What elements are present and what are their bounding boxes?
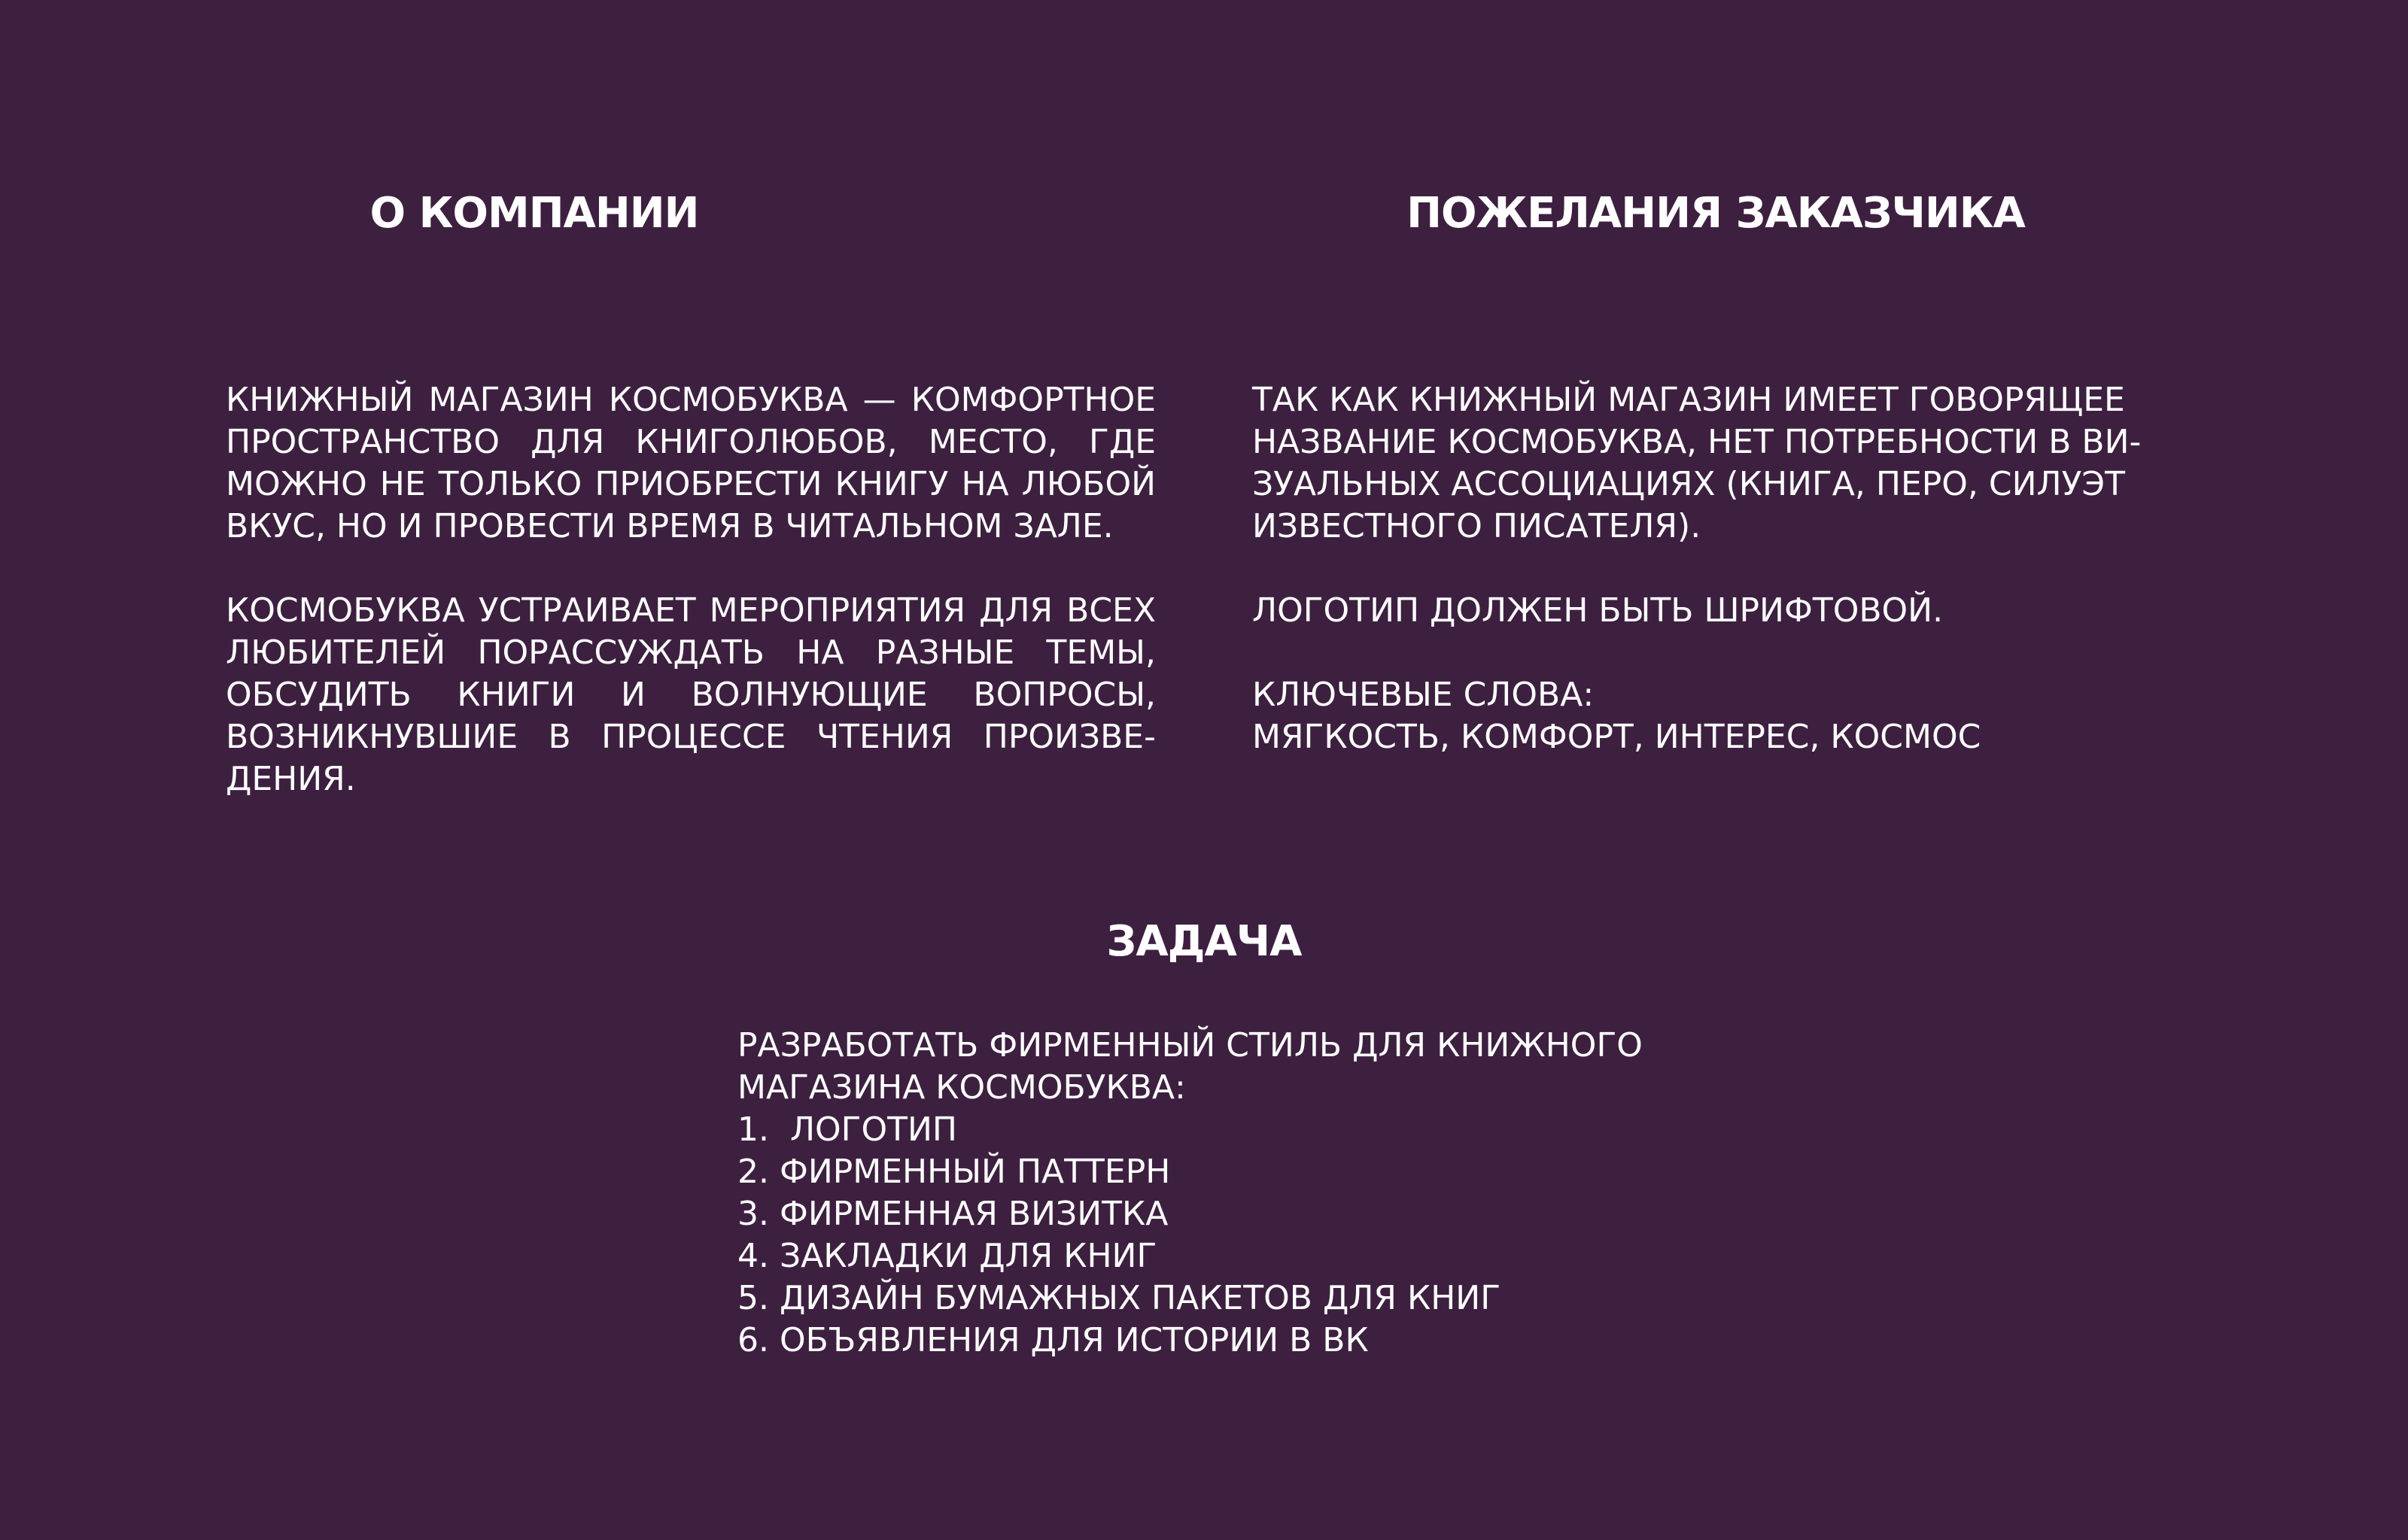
task-list-item: 6. ОБЪЯВЛЕНИЯ ДЛЯ ИСТОРИИ В ВК bbox=[737, 1321, 1369, 1359]
client-paragraph-2: ЛОГОТИП ДОЛЖЕН БЫТЬ ШРИФТОВОЙ. bbox=[1252, 591, 1944, 630]
task-heading: ЗАДАЧА bbox=[1106, 917, 1302, 966]
task-text bbox=[737, 1025, 1716, 1362]
about-paragraph-2: КОСМОБУКВА УСТРАИВАЕТ МЕРОПРИЯТИЯ ДЛЯ ВСЕХ ЛЮБИТЕЛЕЙ ПОРАССУЖДАТЬ НА РАЗНЫЕ ТЕМЫ, ОБСУДИТЬ КНИГИ И ВОЛНУЮЩИЕ ВОПРОСЫ, ВОЗНИКНУВШИЕ В ПРОЦЕССЕ ЧТЕНИЯ ПРОИЗВЕДЕНИЯ. bbox=[226, 591, 1156, 798]
about-text bbox=[226, 379, 1156, 800]
about-heading: О КОМПАНИИ bbox=[369, 189, 699, 238]
task-list-item: 5. ДИЗАЙН БУМАЖНЫХ ПАКЕТОВ ДЛЯ КНИГ bbox=[737, 1279, 1501, 1317]
task-intro-line: МАГАЗИНА КОСМОБУКВА: bbox=[737, 1068, 1186, 1107]
client-paragraph-1-line: ИЗВЕСТНОГО ПИСАТЕЛЯ). bbox=[1252, 507, 1701, 545]
task-list-item: 3. ФИРМЕННАЯ ВИЗИТКА bbox=[737, 1195, 1169, 1233]
task-intro-line: РАЗРАБОТАТЬ ФИРМЕННЫЙ СТИЛЬ ДЛЯ КНИЖНОГО bbox=[737, 1026, 1643, 1065]
client-paragraph-1-line: ЗУАЛЬНЫХ АССОЦИАЦИЯХ (КНИГА, ПЕРО, СИЛУЭТ bbox=[1252, 465, 2126, 503]
about-paragraph-1: КНИЖНЫЙ МАГАЗИН КОСМОБУКВА — КОМФОРТНОЕ ПРОСТРАНСТВО ДЛЯ КНИГОЛЮБОВ, МЕСТО, ГДЕ МОЖНО НЕ ТОЛЬКО ПРИОБРЕСТИ КНИГУ НА ЛЮБОЙ ВКУС, НО И ПРОВЕСТИ ВРЕМЯ В ЧИТАЛЬНОМ ЗАЛЕ. bbox=[226, 381, 1156, 545]
task-list-item: 1. ЛОГОТИП bbox=[737, 1110, 958, 1149]
client-keywords bbox=[1252, 674, 2185, 758]
client-wishes-text bbox=[1252, 379, 2185, 758]
client-wishes-heading: ПОЖЕЛАНИЯ ЗАКАЗЧИКА bbox=[1406, 189, 2025, 238]
client-paragraph-1 bbox=[1252, 379, 2185, 548]
task-list-item: 2. ФИРМЕННЫЙ ПАТТЕРН bbox=[737, 1153, 1171, 1191]
client-paragraph-1-line: НАЗВАНИЕ КОСМОБУКВА, НЕТ ПОТРЕБНОСТИ В ВИ- bbox=[1252, 423, 2142, 461]
task-list-item: 4. ЗАКЛАДКИ ДЛЯ КНИГ bbox=[737, 1237, 1157, 1275]
client-keywords-label: КЛЮЧЕВЫЕ СЛОВА: bbox=[1252, 676, 1595, 714]
client-paragraph-1-line: ТАК КАК КНИЖНЫЙ МАГАЗИН ИМЕЕТ ГОВОРЯЩЕЕ bbox=[1252, 381, 2125, 419]
client-keywords-list: МЯГКОСТЬ, КОМФОРТ, ИНТЕРЕС, КОСМОС bbox=[1252, 718, 1981, 756]
